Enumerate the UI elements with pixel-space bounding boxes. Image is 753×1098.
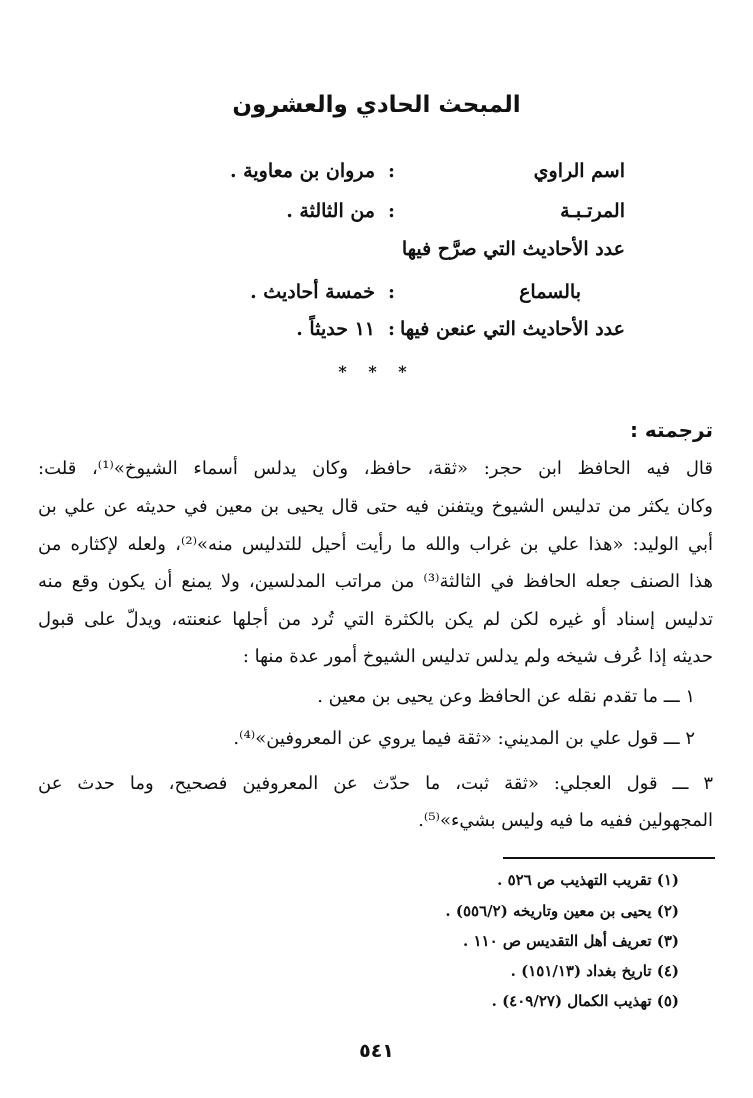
paragraph-line: تدليس إسناد أو غيره لكن لم يكن بالكثرة التي تُرد من أجلها عنعنته، ويدلّ على قبول — [38, 609, 713, 630]
info-value: من الثالثة . — [286, 200, 375, 222]
list-item-line: ٣ ـــ قول العجلي: «ثقة ثبت، ما حدّث عن المعروفين فصحيح، وما حدث عن — [38, 773, 713, 794]
info-label: اسم الراوي — [533, 160, 625, 182]
footnote: (٤) تاريخ بغداد (١٥١/١٣) . — [510, 962, 679, 980]
info-colon: : — [387, 318, 395, 340]
info-value: مروان بن معاوية . — [229, 160, 375, 182]
footnote: (٥) تهذيب الكمال (٤٠٩/٢٧) . — [491, 992, 679, 1010]
footnote: (٣) تعريف أهل التقديس ص ١١٠ . — [463, 932, 679, 950]
paragraph-line: قال فيه الحافظ ابن حجر: «ثقة، حافظ، وكان يدلس أسماء الشيوخ»⁽¹⁾، قلت: — [38, 458, 713, 479]
info-value: خمسة أحاديث . — [250, 281, 375, 303]
info-label: بالسماع — [519, 281, 581, 303]
list-item: ٢ ـــ قول علي بن المديني: «ثقة فيما يروي عن المعروفين»⁽⁴⁾. — [233, 728, 695, 749]
footnote-divider — [503, 857, 715, 859]
info-label: عدد الأحاديث التي عنعن فيها — [400, 318, 625, 340]
info-colon: : — [387, 200, 395, 222]
list-item-line: المجهولين ففيه ما فيه وليس بشيء»⁽⁵⁾. — [418, 810, 713, 831]
paragraph-line: وكان يكثر من تدليس الشيوخ ويتفنن فيه حتى قال يحيى بن معين في حديثه عن علي بن — [38, 496, 713, 517]
info-colon: : — [387, 160, 395, 182]
section-separator: * * * — [338, 362, 415, 381]
info-colon: : — [387, 281, 395, 303]
chapter-title: المبحث الحادي والعشرون — [232, 92, 521, 118]
paragraph-line: حديثه إذا عُرف شيخه ولم يدلس تدليس الشيوخ أمور عدة منها : — [242, 646, 713, 667]
paragraph-line: أبي الوليد: «هذا علي بن غراب والله ما رأيت أحيل للتدليس منه»⁽²⁾، ولعله لإكثاره من — [38, 534, 713, 555]
paragraph-line: هذا الصنف جعله الحافظ في الثالثة⁽³⁾ من مراتب المدلسين، ولا يمنع أن يكون وقع منه — [38, 571, 713, 592]
info-label: عدد الأحاديث التي صرَّح فيها — [401, 238, 625, 260]
footnote: (١) تقريب التهذيب ص ٥٢٦ . — [497, 871, 679, 889]
section-heading: ترجمته : — [629, 418, 713, 442]
info-label: المرتـبـة — [560, 200, 625, 222]
footnote: (٢) يحيى بن معين وتاريخه (٥٥٦/٢) . — [445, 902, 679, 920]
list-item: ١ ـــ ما تقدم نقله عن الحافظ وعن يحيى بن معين . — [317, 686, 695, 707]
info-value: ١١ حديثاً . — [296, 318, 375, 340]
page-number: ٥٤١ — [359, 1040, 394, 1062]
